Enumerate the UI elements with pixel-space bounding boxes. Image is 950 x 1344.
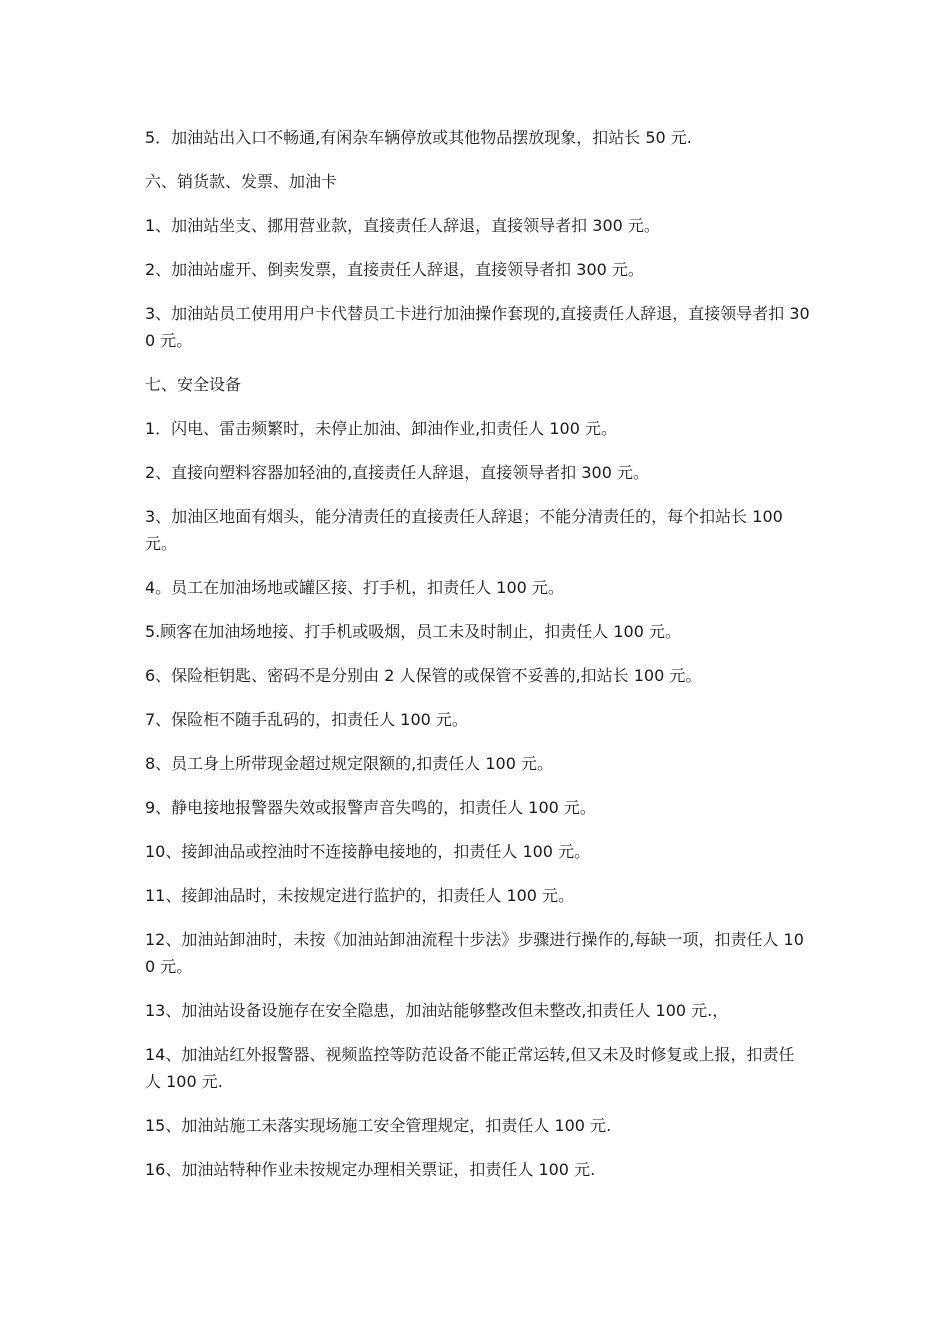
paragraph-safety-rule-3: 3、加油区地面有烟头，能分清责任的直接责任人辞退；不能分清责任的，每个扣站长 100 元。 [145,507,783,553]
paragraph-sales-rule-2: 2、加油站虚开、倒卖发票，直接责任人辞退，直接领导者扣 300 元。 [145,260,644,279]
paragraph-safety-rule-1: 1．闪电、雷击频繁时，未停止加油、卸油作业,扣责任人 100 元。 [145,419,617,438]
paragraph-safety-rule-15: 15、加油站施工未落实现场施工安全管理规定，扣责任人 100 元. [145,1116,612,1135]
paragraph-safety-rule-4: 4。员工在加油场地或罐区接、打手机，扣责任人 100 元。 [145,578,564,597]
paragraph-sales-rule-1: 1、加油站坐支、挪用营业款，直接责任人辞退，直接领导者扣 300 元。 [145,216,660,235]
paragraph-safety-rule-12: 12、加油站卸油时，未按《加油站卸油流程十步法》步骤进行操作的,每缺一项，扣责任人 100 元。 [145,930,804,976]
section-heading-safety-equipment: 七、安全设备 [145,375,242,394]
paragraph-safety-rule-6: 6、保险柜钥匙、密码不是分别由 2 人保管的或保管不妥善的,扣站长 100 元。 [145,666,702,685]
paragraph-safety-rule-10: 10、接卸油品或控油时不连接静电接地的，扣责任人 100 元。 [145,842,591,861]
paragraph-safety-rule-16: 16、加油站特种作业未按规定办理相关票证，扣责任人 100 元. [145,1160,596,1179]
paragraph-safety-rule-14: 14、加油站红外报警器、视频监控等防范设备不能正常运转,但又未及时修复或上报，扣责任人 100 元. [145,1045,795,1091]
paragraph-safety-rule-9: 9、静电接地报警器失效或报警声音失鸣的，扣责任人 100 元。 [145,798,596,817]
paragraph-entrance-rule: 5．加油站出入口不畅通,有闲杂车辆停放或其他物品摆放现象，扣站长 50 元. [145,128,692,147]
paragraph-safety-rule-7: 7、保险柜不随手乱码的，扣责任人 100 元。 [145,710,468,729]
paragraph-safety-rule-11: 11、接卸油品时，未按规定进行监护的，扣责任人 100 元。 [145,886,575,905]
paragraph-safety-rule-13: 13、加油站设备设施存在安全隐患，加油站能够整改但未整改,扣责任人 100 元.， [145,1001,729,1020]
document-body [145,124,810,1200]
section-heading-sales-invoice-card: 六、销货款、发票、加油卡 [145,172,338,191]
paragraph-safety-rule-5: 5.顾客在加油场地接、打手机或吸烟，员工未及时制止，扣责任人 100 元。 [145,622,681,641]
paragraph-safety-rule-2: 2、直接向塑料容器加轻油的,直接责任人辞退，直接领导者扣 300 元。 [145,463,649,482]
paragraph-safety-rule-8: 8、员工身上所带现金超过规定限额的,扣责任人 100 元。 [145,754,553,773]
paragraph-sales-rule-3: 3、加油站员工使用用户卡代替员工卡进行加油操作套现的,直接责任人辞退，直接领导者扣 300 元。 [145,304,810,350]
